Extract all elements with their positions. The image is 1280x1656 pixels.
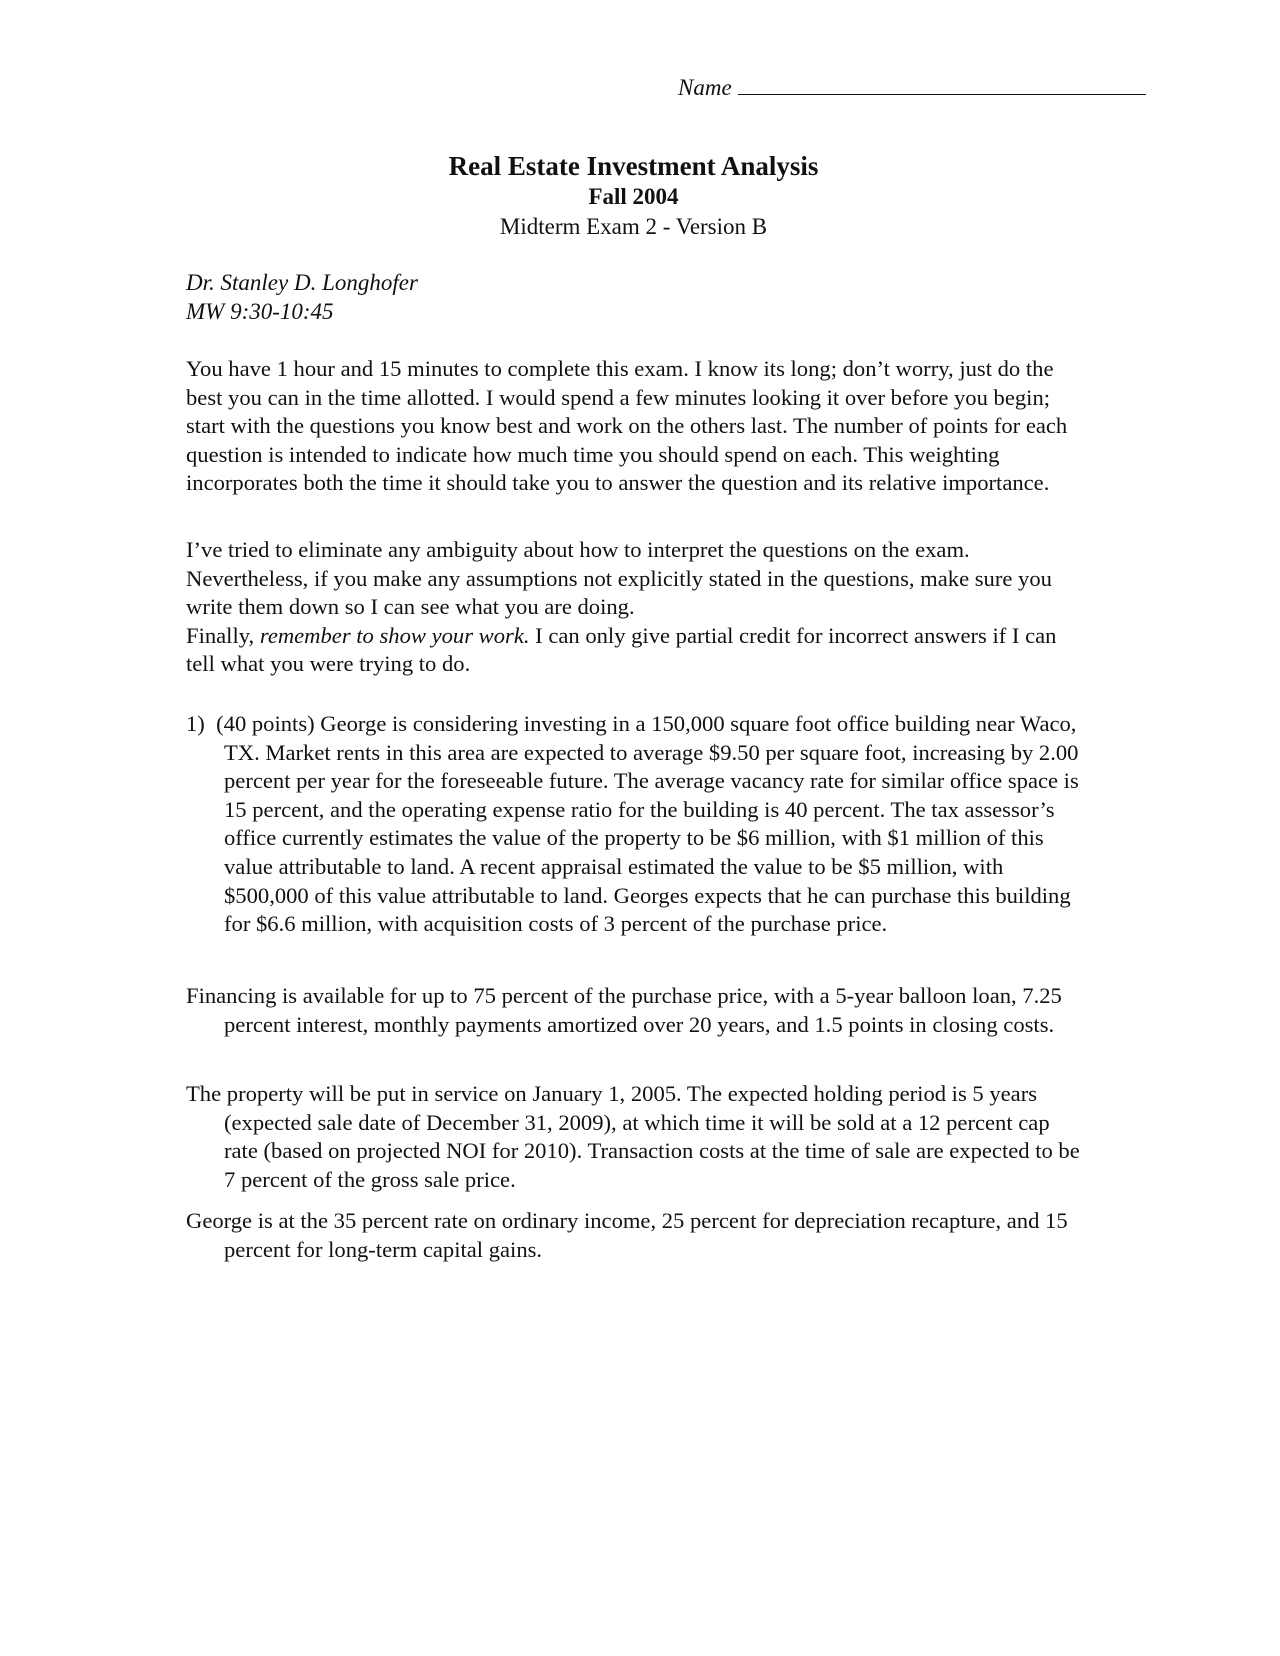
question-1-text: 1) (40 points) George is considering investing in a 150,000 square foot office building near Waco, TX. Market rents in this area are expected to average $9.50 per square foot, increasing by 2.00 percent per year for the foreseeable future. The average vacancy rate for similar office space is 15 percent, and the operating expense ratio for the building is 40 percent. The tax assessor’s office currently estimates the value of the property to be $6 million, with $1 million of this value attributable to land. A recent appraisal estimated the value to be $5 million, with $500,000 of this value attributable to land. Georges expects that he can purchase this building for $6.6 million, with acquisition costs of 3 percent of the purchase price. bbox=[186, 711, 1079, 937]
instructions-paragraph-2 bbox=[186, 536, 1086, 679]
instructions-text-2: I’ve tried to eliminate any ambiguity about how to interpret the questions on the exam. Nevertheless, if you make any assumptions not explicitly stated in the questions, make sure you write them down so I can see what you are doing. bbox=[186, 537, 1052, 620]
instructions-text-3 bbox=[186, 622, 1086, 679]
class-schedule: MW 9:30-10:45 bbox=[186, 299, 334, 324]
name-field[interactable] bbox=[678, 74, 1146, 101]
show-work-emphasis: remember to show your work. bbox=[259, 622, 530, 648]
question-1-financing bbox=[186, 982, 1086, 1039]
service-text: The property will be put in service on January 1, 2005. The expected holding period is 5 years (expected sale date of December 31, 2009), at which time it will be sold at a 12 percent cap rate (based on projected NOI for 2010). Transaction costs at the time of sale are expected to be 7 percent of the gross sale price. bbox=[186, 1081, 1080, 1192]
question-1-tax bbox=[186, 1207, 1086, 1264]
title-block bbox=[0, 150, 1267, 242]
question-1 bbox=[186, 710, 1086, 939]
instructions-text-3-prefix: Finally, bbox=[186, 622, 260, 648]
question-1-service bbox=[186, 1080, 1086, 1194]
instructions-text-1: You have 1 hour and 15 minutes to complete this exam. I know its long; don’t worry, just do the best you can in the time allotted. I would spend a few minutes looking it over before you begin; start with the questions you know best and work on the others last. The number of points for each question is intended to indicate how much time you should spend on each. This weighting incorporates both the time it should take you to answer the question and its relative importance. bbox=[186, 356, 1068, 496]
term-label: Fall 2004 bbox=[588, 184, 679, 209]
tax-text: George is at the 35 percent rate on ordinary income, 25 percent for depreciation recapture, and 15 percent for long-term capital gains. bbox=[186, 1208, 1068, 1262]
instructions-paragraph-1 bbox=[186, 355, 1086, 498]
name-label: Name bbox=[678, 75, 732, 100]
course-title: Real Estate Investment Analysis bbox=[448, 151, 819, 181]
instructions-text-3-suffix: I can only give partial credit for incorrect answers if I can tell what you were trying to do. bbox=[186, 622, 1057, 677]
name-blank-line[interactable] bbox=[738, 74, 1146, 95]
exam-label: Midterm Exam 2 - Version B bbox=[499, 214, 768, 239]
financing-text: Financing is available for up to 75 percent of the purchase price, with a 5-year balloon loan, 7.25 percent interest, monthly payments amortized over 20 years, and 1.5 points in closing costs. bbox=[186, 983, 1062, 1037]
instructor-block bbox=[186, 268, 418, 326]
instructor-name: Dr. Stanley D. Longhofer bbox=[186, 270, 418, 295]
